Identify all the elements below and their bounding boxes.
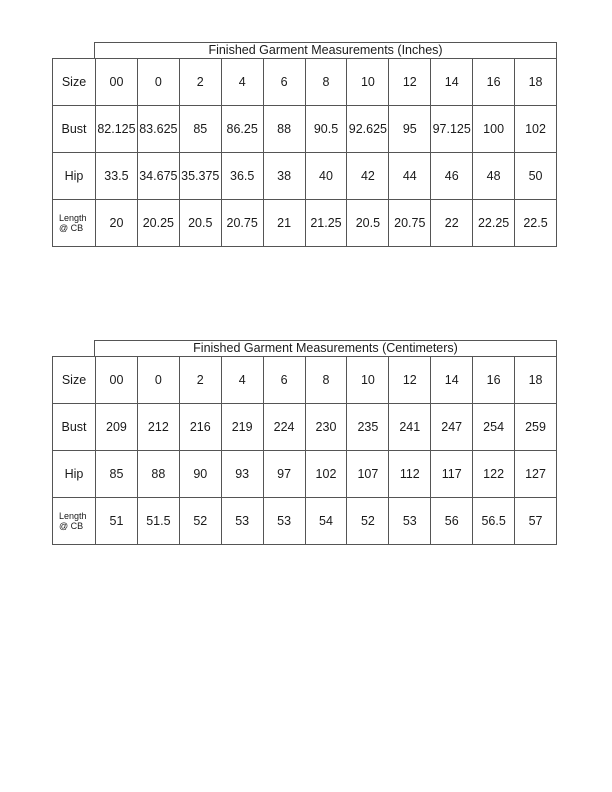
table-cell: 52 [347,498,389,545]
table-cell: 2 [179,59,221,106]
table-cell: 51 [96,498,138,545]
table-row [53,106,557,153]
table-cell: 53 [263,498,305,545]
table-cell: 97 [263,451,305,498]
table-cell: 88 [263,106,305,153]
table-cell: 4 [221,357,263,404]
table-row [53,451,557,498]
table-cell: 83.625 [137,106,179,153]
table-cell: 127 [515,451,557,498]
table-cell: 10 [347,59,389,106]
table-cell: 8 [305,59,347,106]
table-cell: 88 [137,451,179,498]
table-cell: 212 [137,404,179,451]
table-cell: 16 [473,357,515,404]
table-cell: 100 [473,106,515,153]
table-cell: 216 [179,404,221,451]
table-cell: 53 [389,498,431,545]
cm-measurement-block [52,340,557,545]
table-cell: 85 [179,106,221,153]
table-cell: 235 [347,404,389,451]
table-cell: 34.675 [137,153,179,200]
table-row [53,59,557,106]
table-cell: 86.25 [221,106,263,153]
table-cell: 57 [515,498,557,545]
table-cell: 35.375 [179,153,221,200]
table-cell: 22.5 [515,200,557,247]
table-cell: 00 [96,59,138,106]
table-row [53,357,557,404]
table-cell: 20 [96,200,138,247]
table-cell: 117 [431,451,473,498]
table-cell: 14 [431,357,473,404]
table-cell: 21.25 [305,200,347,247]
table-cell: 93 [221,451,263,498]
table-cell: 6 [263,59,305,106]
table-cell: 42 [347,153,389,200]
table-cell: 21 [263,200,305,247]
inches-measurement-table [52,58,557,247]
table-cell: 48 [473,153,515,200]
table-cell: 46 [431,153,473,200]
table-cell: 0 [137,357,179,404]
table-cell: 44 [389,153,431,200]
table-cell: 4 [221,59,263,106]
table-cell: 85 [96,451,138,498]
table-cell: 18 [515,59,557,106]
table-cell: 16 [473,59,515,106]
row-label: Size [53,357,96,404]
table-cell: 22.25 [473,200,515,247]
inches-measurement-block [52,42,557,247]
table-cell: 36.5 [221,153,263,200]
table-cell: 90.5 [305,106,347,153]
table-cell: 92.625 [347,106,389,153]
row-label: Bust [53,404,96,451]
table-cell: 10 [347,357,389,404]
table-cell: 209 [96,404,138,451]
table-cell: 20.5 [179,200,221,247]
table-cell: 40 [305,153,347,200]
row-label: Length @ CB [53,200,96,247]
table-cell: 56.5 [473,498,515,545]
table-cell: 52 [179,498,221,545]
table-row [53,153,557,200]
table-cell: 18 [515,357,557,404]
table-cell: 33.5 [96,153,138,200]
table-cell: 2 [179,357,221,404]
table-cell: 51.5 [137,498,179,545]
table-cell: 20.25 [137,200,179,247]
table-cell: 20.75 [389,200,431,247]
table-cell: 12 [389,59,431,106]
table-cell: 20.5 [347,200,389,247]
table-cell: 107 [347,451,389,498]
inches-table-title: Finished Garment Measurements (Inches) [94,42,557,58]
row-label: Length @ CB [53,498,96,545]
table-cell: 38 [263,153,305,200]
table-cell: 00 [96,357,138,404]
table-cell: 82.125 [96,106,138,153]
table-cell: 102 [515,106,557,153]
table-cell: 122 [473,451,515,498]
table-cell: 247 [431,404,473,451]
table-cell: 12 [389,357,431,404]
row-label: Size [53,59,96,106]
table-cell: 259 [515,404,557,451]
table-cell: 112 [389,451,431,498]
table-cell: 224 [263,404,305,451]
table-cell: 90 [179,451,221,498]
table-cell: 254 [473,404,515,451]
table-row [53,200,557,247]
table-cell: 6 [263,357,305,404]
table-cell: 95 [389,106,431,153]
table-cell: 20.75 [221,200,263,247]
cm-table-title: Finished Garment Measurements (Centimeters) [94,340,557,356]
row-label: Hip [53,451,96,498]
cm-measurement-table [52,356,557,545]
table-cell: 8 [305,357,347,404]
table-row [53,404,557,451]
table-cell: 97.125 [431,106,473,153]
table-cell: 219 [221,404,263,451]
row-label: Bust [53,106,96,153]
table-cell: 241 [389,404,431,451]
table-cell: 14 [431,59,473,106]
table-cell: 53 [221,498,263,545]
table-row [53,498,557,545]
table-cell: 0 [137,59,179,106]
table-cell: 50 [515,153,557,200]
table-cell: 56 [431,498,473,545]
table-cell: 22 [431,200,473,247]
table-cell: 230 [305,404,347,451]
row-label: Hip [53,153,96,200]
table-cell: 54 [305,498,347,545]
table-cell: 102 [305,451,347,498]
